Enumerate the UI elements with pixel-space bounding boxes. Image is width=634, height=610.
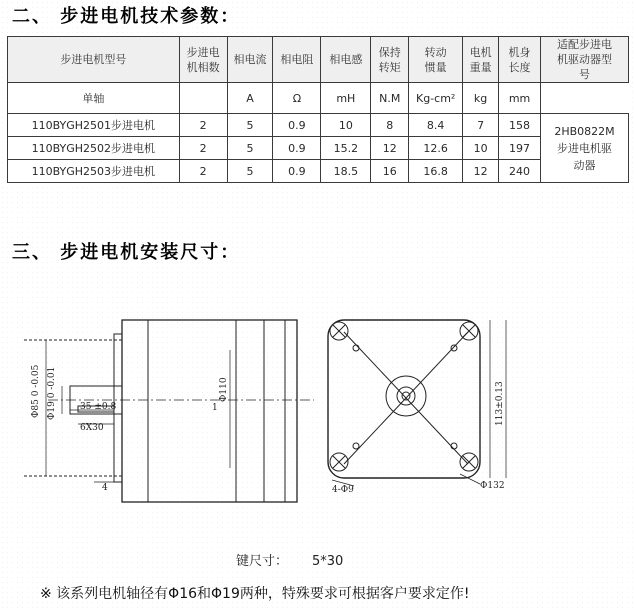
header-driver-text: 适配步进电机驱动器型号	[557, 38, 612, 81]
units-row	[8, 83, 629, 114]
table-cell: 110BYGH2502步进电机	[8, 137, 180, 160]
unit-cell-inductance: mH	[321, 83, 371, 114]
table-cell: 110BYGH2503步进电机	[8, 160, 180, 183]
header-resistance: 相电阻	[273, 37, 321, 83]
unit-cell-torque: N.M	[371, 83, 409, 114]
spec-table	[7, 36, 629, 183]
key-size	[236, 550, 343, 569]
header-inertia	[409, 37, 463, 83]
header-torque-text: 保持转矩	[378, 45, 401, 74]
dim-d110: Φ110	[219, 377, 229, 402]
table-cell: 240	[499, 160, 541, 183]
dim-key: 6X30	[80, 423, 104, 433]
table-cell: 2	[179, 160, 227, 183]
table-cell: 0.9	[273, 114, 321, 137]
header-inductance: 相电感	[321, 37, 371, 83]
table-cell: 16	[371, 160, 409, 183]
shaft-note: ※ 该系列电机轴径有Φ16和Φ19两种，特殊要求可根据客户要求定作!	[40, 586, 470, 602]
table-cell: 0.9	[273, 160, 321, 183]
unit-cell-shaft: 单轴	[8, 83, 180, 114]
table-header-row	[8, 37, 629, 83]
motor-front-view	[328, 320, 506, 486]
table-cell: 5	[227, 160, 273, 183]
table-cell: 110BYGH2501步进电机	[8, 114, 180, 137]
table-cell: 10	[463, 137, 499, 160]
table-cell: 15.2	[321, 137, 371, 160]
table-row	[8, 137, 629, 160]
header-driver	[541, 37, 629, 83]
mounting-drawing	[14, 298, 534, 512]
motor-side-view	[24, 320, 314, 502]
table-cell: 12	[463, 160, 499, 183]
dim-d132: Φ132	[480, 481, 505, 491]
table-cell: 0.9	[273, 137, 321, 160]
driver-cell	[541, 114, 629, 183]
header-torque	[371, 37, 409, 83]
table-cell: 5	[227, 114, 273, 137]
table-cell: 197	[499, 137, 541, 160]
table-cell: 8	[371, 114, 409, 137]
unit-cell-inertia: Kg-cm²	[409, 83, 463, 114]
dim-4: 4	[102, 483, 108, 493]
dim-side: 113±0.13	[495, 381, 505, 426]
table-cell: 12.6	[409, 137, 463, 160]
table-cell: 2	[179, 137, 227, 160]
unit-cell-phases	[179, 83, 227, 114]
table-cell: 18.5	[321, 160, 371, 183]
table-cell: 5	[227, 137, 273, 160]
header-length-text: 机身长度	[508, 45, 531, 74]
unit-cell-length: mm	[499, 83, 541, 114]
header-weight	[463, 37, 499, 83]
dim-d85: Φ85 0 -0.05	[31, 364, 41, 418]
table-cell: 16.8	[409, 160, 463, 183]
table-row	[8, 160, 629, 183]
key-size-value: 5*30	[312, 554, 344, 569]
table-cell: 2	[179, 114, 227, 137]
section-title-dimensions: 三、 步进电机安装尺寸：	[12, 242, 241, 263]
header-current: 相电流	[227, 37, 273, 83]
header-model: 步进电机型号	[8, 37, 180, 83]
driver-text: 2HB0822M步进电机驱动器	[554, 124, 615, 172]
table-cell: 10	[321, 114, 371, 137]
section-title-parameters: 二、 步进电机技术参数：	[12, 6, 241, 27]
unit-cell-resistance: Ω	[273, 83, 321, 114]
dim-35: 35 ±0.8	[80, 402, 117, 412]
table-cell: 7	[463, 114, 499, 137]
dim-1: 1	[212, 403, 218, 413]
dim-holes: 4-Φ9	[332, 485, 354, 495]
unit-cell-weight: kg	[463, 83, 499, 114]
table-cell: 158	[499, 114, 541, 137]
header-phases	[179, 37, 227, 83]
table-row	[8, 114, 629, 137]
table-cell: 12	[371, 137, 409, 160]
table-cell: 8.4	[409, 114, 463, 137]
key-size-label: 键尺寸：	[236, 554, 289, 569]
unit-cell-current: A	[227, 83, 273, 114]
header-phases-text: 步进电机相数	[186, 45, 220, 74]
dim-d19: Φ19 0 -0.01	[47, 366, 57, 420]
header-weight-text: 电机重量	[469, 45, 492, 74]
header-length	[499, 37, 541, 83]
header-inertia-text: 转动惯量	[424, 45, 447, 74]
